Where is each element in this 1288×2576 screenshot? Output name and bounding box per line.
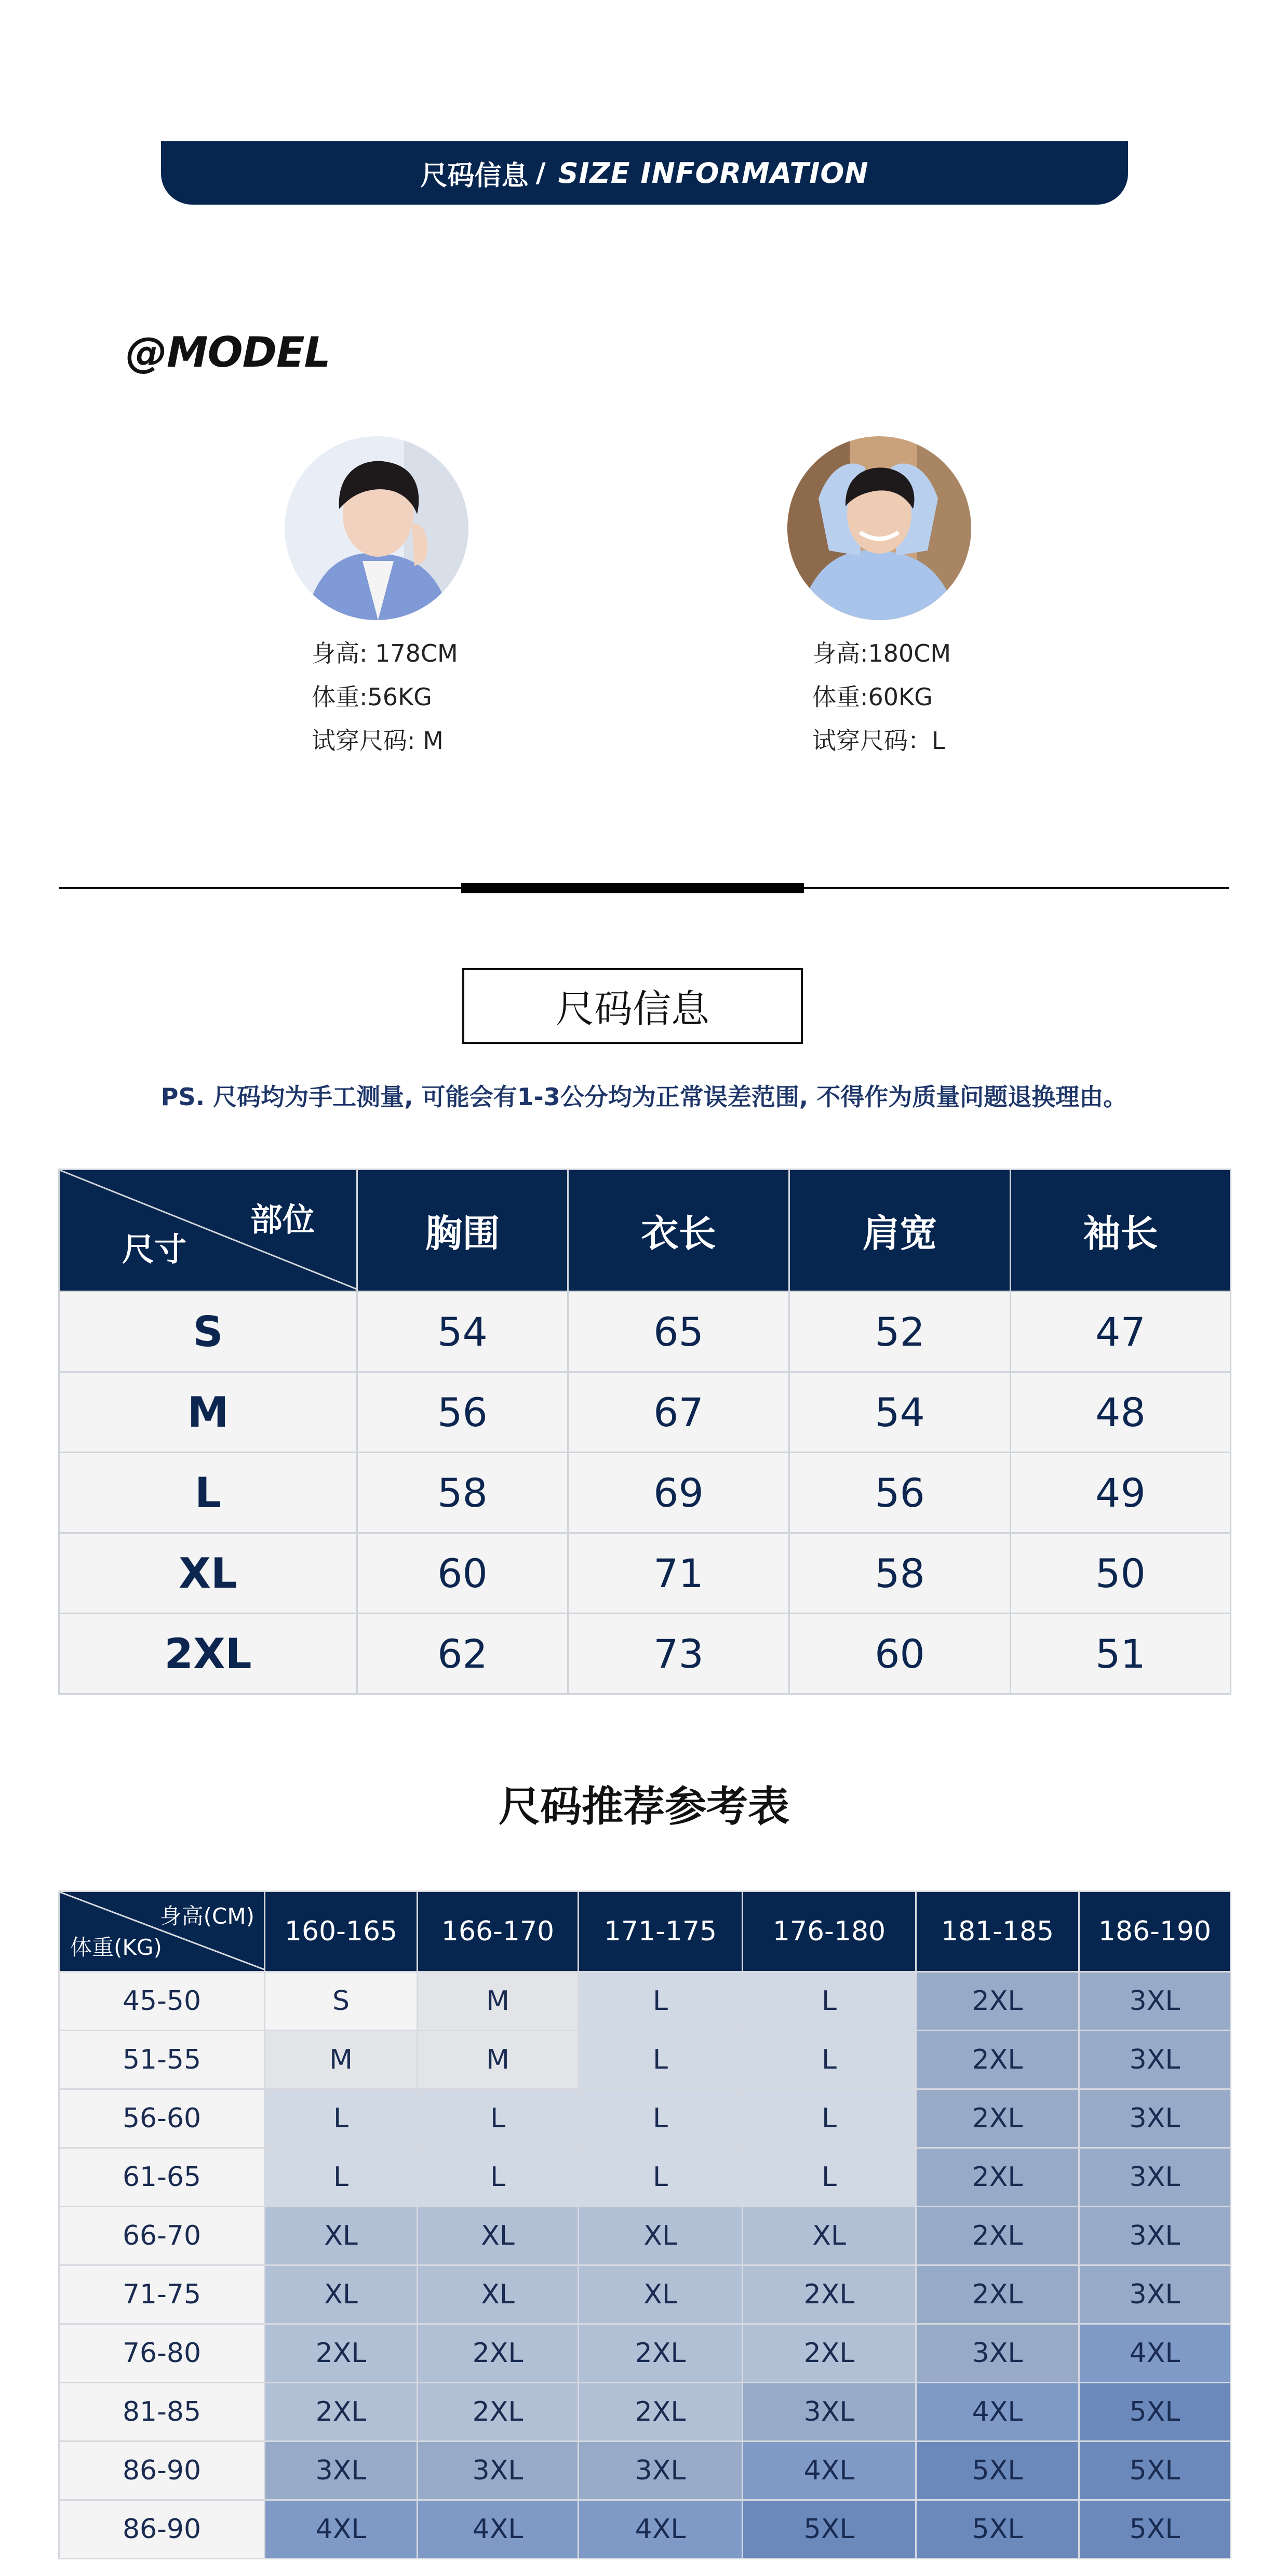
- size-row: [59, 1372, 1231, 1453]
- rec-size-cell: L: [579, 2148, 743, 2207]
- recommendation-title: 尺码推荐参考表: [499, 1782, 789, 1831]
- rec-size-cell: 5XL: [1079, 2383, 1231, 2441]
- rec-size-cell: 3XL: [418, 2441, 579, 2500]
- rec-size-cell: L: [418, 2148, 579, 2207]
- size-measure-cell: 52: [789, 1292, 1011, 1372]
- size-measure-cell: 60: [789, 1614, 1011, 1694]
- size-measure-cell: 62: [357, 1614, 568, 1694]
- rec-size-cell: 2XL: [916, 2207, 1079, 2265]
- model-heading: @MODEL: [126, 328, 330, 377]
- model-avatar-2: [787, 436, 971, 620]
- rec-size-cell: XL: [265, 2265, 418, 2324]
- rec-size-cell: 2XL: [743, 2265, 916, 2324]
- rec-size-cell: 3XL: [1079, 2207, 1231, 2265]
- rec-size-cell: 2XL: [916, 2148, 1079, 2207]
- weight-range-label: 81-85: [59, 2383, 265, 2441]
- size-label: S: [59, 1292, 357, 1372]
- header-sleeve: 袖长: [1011, 1170, 1231, 1292]
- size-row: [59, 1292, 1231, 1372]
- rec-size-cell: 2XL: [579, 2324, 743, 2383]
- rec-size-cell: 3XL: [916, 2324, 1079, 2383]
- rec-size-cell: 2XL: [743, 2324, 916, 2383]
- header-shoulder: 肩宽: [789, 1170, 1011, 1292]
- size-row: [59, 1533, 1231, 1614]
- size-measure-cell: 73: [568, 1614, 789, 1694]
- rec-size-cell: 4XL: [743, 2441, 916, 2500]
- rec-row: [59, 2265, 1231, 2324]
- header-length: 衣长: [568, 1170, 789, 1292]
- rec-row: [59, 2031, 1231, 2089]
- rec-size-cell: 4XL: [265, 2500, 418, 2559]
- weight-range-label: 71-75: [59, 2265, 265, 2324]
- weight-range-label: 61-65: [59, 2148, 265, 2207]
- corner-height-label: 身高(CM): [159, 1903, 254, 1929]
- corner-size-label: 尺寸: [122, 1230, 187, 1268]
- size-measure-cell: 49: [1011, 1453, 1231, 1533]
- rec-size-cell: XL: [265, 2207, 418, 2265]
- size-label: M: [59, 1372, 357, 1453]
- rec-size-cell: 2XL: [916, 2089, 1079, 2148]
- size-row: [59, 1453, 1231, 1533]
- weight-range-label: 45-50: [59, 1972, 265, 2031]
- size-measure-cell: 51: [1011, 1614, 1231, 1694]
- weight-range-label: 86-90: [59, 2500, 265, 2559]
- rec-size-cell: 4XL: [579, 2500, 743, 2559]
- rec-row: [59, 2207, 1231, 2265]
- model-avatar-1: [285, 436, 468, 620]
- rec-size-cell: 3XL: [265, 2441, 418, 2500]
- rec-size-cell: 3XL: [1079, 2031, 1231, 2089]
- size-label: XL: [59, 1533, 357, 1614]
- rec-size-cell: XL: [418, 2207, 579, 2265]
- rec-size-cell: 5XL: [743, 2500, 916, 2559]
- rec-size-cell: XL: [743, 2207, 916, 2265]
- size-table: [58, 1169, 1231, 1695]
- rec-size-cell: L: [265, 2089, 418, 2148]
- weight-range-label: 51-55: [59, 2031, 265, 2089]
- model-info-1: [312, 632, 458, 762]
- size-table-header-row: [59, 1170, 1231, 1292]
- rec-size-cell: S: [265, 1972, 418, 2031]
- rec-row: [59, 2324, 1231, 2383]
- size-label: 2XL: [59, 1614, 357, 1694]
- rec-size-cell: XL: [579, 2265, 743, 2324]
- rec-size-cell: 2XL: [265, 2383, 418, 2441]
- size-measure-cell: 58: [789, 1533, 1011, 1614]
- size-recommendation-table: [58, 1890, 1231, 2559]
- rec-size-cell: L: [418, 2089, 579, 2148]
- rec-row: [59, 2148, 1231, 2207]
- rec-size-cell: 5XL: [916, 2441, 1079, 2500]
- size-measure-cell: 56: [357, 1372, 568, 1453]
- rec-row: [59, 2500, 1231, 2559]
- model-2-height: 身高:180CM: [812, 639, 951, 667]
- rec-row: [59, 2089, 1231, 2148]
- weight-range-label: 66-70: [59, 2207, 265, 2265]
- corner-weight-label: 体重(KG): [70, 1935, 162, 1960]
- rec-size-cell: 5XL: [1079, 2500, 1231, 2559]
- size-measure-cell: 65: [568, 1292, 789, 1372]
- rec-size-cell: L: [579, 1972, 743, 2031]
- rec-size-cell: 3XL: [1079, 2148, 1231, 2207]
- rec-size-cell: L: [743, 1972, 916, 2031]
- section-divider-bar: [461, 883, 804, 893]
- rec-size-cell: XL: [418, 2265, 579, 2324]
- rec-size-cell: 3XL: [743, 2383, 916, 2441]
- model-1-weight: 体重:56KG: [312, 683, 432, 711]
- rec-size-cell: 3XL: [579, 2441, 743, 2500]
- rec-size-cell: 3XL: [1079, 1972, 1231, 2031]
- banner-separator: /: [535, 157, 546, 189]
- rec-row: [59, 1972, 1231, 2031]
- rec-size-cell: 2XL: [418, 2383, 579, 2441]
- size-info-banner: [161, 141, 1128, 205]
- rec-table-header-row: [59, 1891, 1231, 1972]
- rec-size-cell: 4XL: [418, 2500, 579, 2559]
- weight-range-label: 76-80: [59, 2324, 265, 2383]
- model-info-2: [812, 632, 951, 762]
- size-measure-cell: 58: [357, 1453, 568, 1533]
- model-1-size: 试穿尺码: M: [312, 727, 444, 755]
- rec-size-cell: L: [743, 2089, 916, 2148]
- rec-size-cell: L: [579, 2089, 743, 2148]
- height-col-6: 186-190: [1079, 1891, 1231, 1972]
- rec-size-cell: M: [418, 2031, 579, 2089]
- size-row: [59, 1614, 1231, 1694]
- rec-size-cell: M: [265, 2031, 418, 2089]
- model-1-height: 身高: 178CM: [312, 639, 458, 667]
- rec-size-cell: 5XL: [916, 2500, 1079, 2559]
- rec-size-cell: 4XL: [1079, 2324, 1231, 2383]
- rec-table-corner: [59, 1891, 265, 1972]
- size-label: L: [59, 1453, 357, 1533]
- size-table-corner: [59, 1170, 357, 1292]
- banner-cn-title: 尺码信息: [420, 160, 529, 192]
- rec-size-cell: L: [743, 2148, 916, 2207]
- size-measure-cell: 47: [1011, 1292, 1231, 1372]
- size-measure-cell: 50: [1011, 1533, 1231, 1614]
- height-col-1: 160-165: [265, 1891, 418, 1972]
- size-measure-cell: 71: [568, 1533, 789, 1614]
- height-col-4: 176-180: [743, 1891, 916, 1972]
- rec-size-cell: 2XL: [579, 2383, 743, 2441]
- height-col-2: 166-170: [418, 1891, 579, 1972]
- size-measure-cell: 54: [789, 1372, 1011, 1453]
- size-measure-cell: 48: [1011, 1372, 1231, 1453]
- rec-size-cell: 2XL: [916, 1972, 1079, 2031]
- model-2-weight: 体重:60KG: [812, 683, 933, 711]
- rec-size-cell: 3XL: [1079, 2265, 1231, 2324]
- corner-part-label: 部位: [250, 1201, 315, 1239]
- size-measure-cell: 69: [568, 1453, 789, 1533]
- measurement-note: PS. 尺码均为手工测量, 可能会有1-3公分均为正常误差范围, 不得作为质量问题退换理由。: [160, 1083, 1128, 1111]
- rec-size-cell: L: [265, 2148, 418, 2207]
- rec-row: [59, 2383, 1231, 2441]
- rec-size-cell: 5XL: [1079, 2441, 1231, 2500]
- weight-range-label: 86-90: [59, 2441, 265, 2500]
- rec-size-cell: 4XL: [916, 2383, 1079, 2441]
- banner-en-title: SIZE INFORMATION: [558, 156, 869, 190]
- rec-size-cell: M: [418, 1972, 579, 2031]
- size-measure-cell: 67: [568, 1372, 789, 1453]
- weight-range-label: 56-60: [59, 2089, 265, 2148]
- rec-size-cell: 2XL: [265, 2324, 418, 2383]
- size-chart-title: 尺码信息: [462, 968, 803, 1044]
- size-measure-cell: 54: [357, 1292, 568, 1372]
- header-chest: 胸围: [357, 1170, 568, 1292]
- model-2-size: 试穿尺码：L: [812, 727, 945, 755]
- size-measure-cell: 60: [357, 1533, 568, 1614]
- rec-size-cell: L: [743, 2031, 916, 2089]
- height-col-5: 181-185: [916, 1891, 1079, 1972]
- rec-size-cell: 2XL: [916, 2031, 1079, 2089]
- rec-size-cell: 2XL: [418, 2324, 579, 2383]
- rec-size-cell: 2XL: [916, 2265, 1079, 2324]
- rec-size-cell: 3XL: [1079, 2089, 1231, 2148]
- rec-size-cell: L: [579, 2031, 743, 2089]
- height-col-3: 171-175: [579, 1891, 743, 1972]
- size-measure-cell: 56: [789, 1453, 1011, 1533]
- rec-size-cell: XL: [579, 2207, 743, 2265]
- rec-row: [59, 2441, 1231, 2500]
